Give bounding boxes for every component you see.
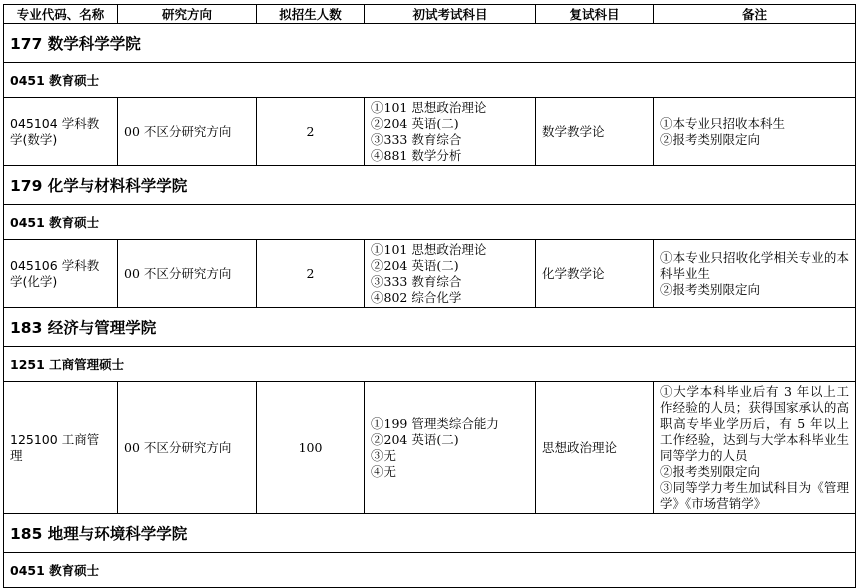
major-exams — [365, 382, 536, 514]
note-line: ①本专业只招收本科生 — [660, 115, 786, 131]
exam-line: ②204 英语(二) — [371, 115, 459, 131]
major-row — [4, 240, 856, 308]
major-row — [4, 382, 856, 514]
degree-title: 0451 教育硕士 — [4, 63, 856, 98]
exam-line: ①101 思想政治理论 — [371, 99, 487, 115]
major-code-name: 045104 学科教学(数学) — [4, 98, 118, 166]
header-retest: 复试科目 — [536, 5, 654, 24]
header-exams: 初试考试科目 — [365, 5, 536, 24]
college-row — [4, 24, 856, 63]
college-row — [4, 308, 856, 347]
major-retest: 思想政治理论 — [536, 382, 654, 514]
note-line: ①大学本科毕业后有 3 年以上工作经验的人员；获得国家承认的高职高专毕业学历后，有 5 年以上工作经验，达到与大学本科毕业生同等学力的人员 — [660, 383, 849, 463]
college-row — [4, 514, 856, 553]
exam-line: ④802 综合化学 — [371, 289, 462, 305]
header-notes: 备注 — [654, 5, 856, 24]
major-exams — [365, 98, 536, 166]
major-retest: 化学教学论 — [536, 240, 654, 308]
exam-line: ①199 管理类综合能力 — [371, 415, 499, 431]
note-line: ②报考类别限定向 — [660, 281, 761, 297]
exam-line: ②204 英语(二) — [371, 431, 459, 447]
note-line: ②报考类别限定向 — [660, 131, 761, 147]
major-retest: 数学教学论 — [536, 98, 654, 166]
note-line: ①本专业只招收化学相关专业的本科毕业生 — [660, 249, 849, 281]
major-row — [4, 98, 856, 166]
note-line: ③同等学力考生加试科目为《管理学》《市场营销学》 — [660, 479, 849, 511]
exam-line: ②204 英语(二) — [371, 257, 459, 273]
college-title: 183 经济与管理学院 — [4, 308, 856, 347]
major-quota: 2 — [257, 240, 365, 308]
exam-line: ③333 教育综合 — [371, 131, 462, 147]
major-direction: 00 不区分研究方向 — [118, 382, 257, 514]
header-direction: 研究方向 — [118, 5, 257, 24]
major-notes — [654, 240, 856, 308]
college-row — [4, 166, 856, 205]
exam-line: ④无 — [371, 463, 397, 479]
header-row — [4, 5, 856, 24]
exam-line: ④881 数学分析 — [371, 147, 462, 163]
exam-line: ①101 思想政治理论 — [371, 241, 487, 257]
admissions-table — [3, 4, 856, 588]
major-code-name: 125100 工商管理 — [4, 382, 118, 514]
major-notes — [654, 382, 856, 514]
college-title: 177 数学科学学院 — [4, 24, 856, 63]
major-quota: 2 — [257, 98, 365, 166]
major-notes — [654, 98, 856, 166]
major-direction: 00 不区分研究方向 — [118, 98, 257, 166]
major-exams — [365, 240, 536, 308]
degree-row — [4, 553, 856, 588]
exam-line: ③333 教育综合 — [371, 273, 462, 289]
degree-row — [4, 205, 856, 240]
college-title: 179 化学与材料科学学院 — [4, 166, 856, 205]
degree-title: 0451 教育硕士 — [4, 205, 856, 240]
degree-title: 0451 教育硕士 — [4, 553, 856, 588]
degree-row — [4, 347, 856, 382]
major-direction: 00 不区分研究方向 — [118, 240, 257, 308]
college-title: 185 地理与环境科学学院 — [4, 514, 856, 553]
major-quota: 100 — [257, 382, 365, 514]
degree-title: 1251 工商管理硕士 — [4, 347, 856, 382]
major-code-name: 045106 学科教学(化学) — [4, 240, 118, 308]
exam-line: ③无 — [371, 447, 397, 463]
header-code-name: 专业代码、名称 — [4, 5, 118, 24]
degree-row — [4, 63, 856, 98]
note-line: ②报考类别限定向 — [660, 463, 761, 479]
header-quota: 拟招生人数 — [257, 5, 365, 24]
